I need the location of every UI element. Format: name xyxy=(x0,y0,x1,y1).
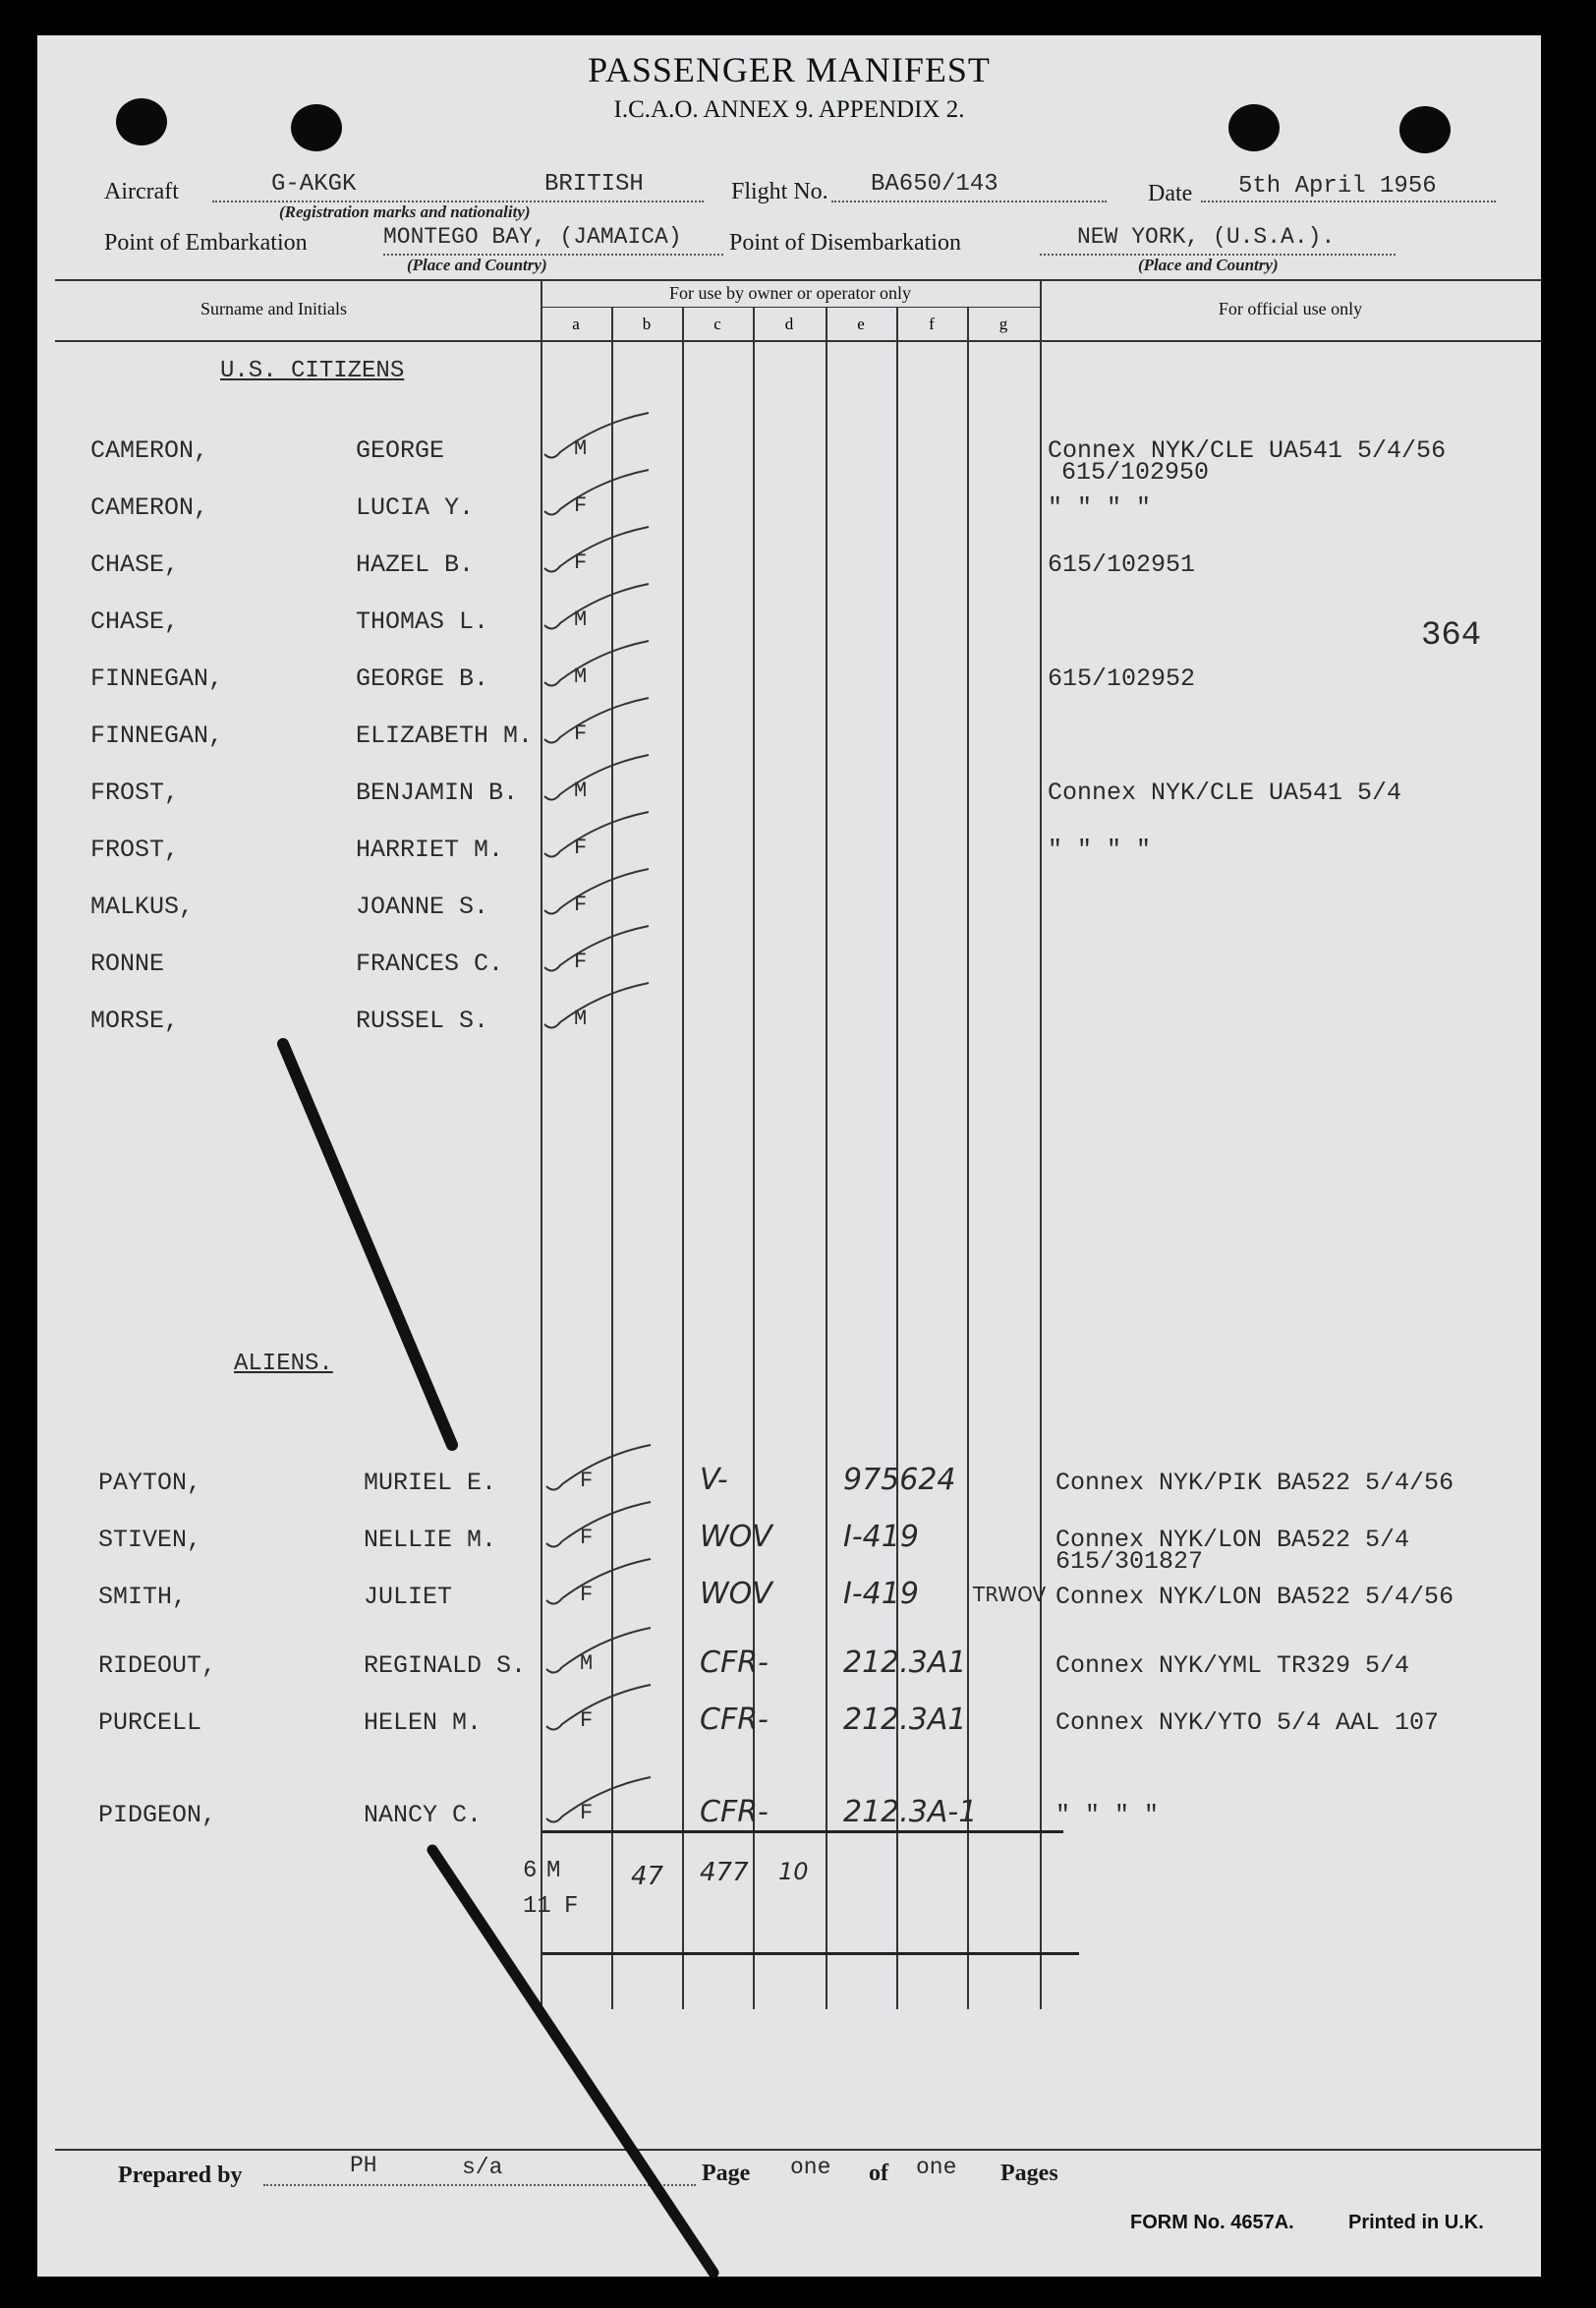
pages-label: Pages xyxy=(1000,2161,1058,2186)
visa-code: WOV xyxy=(700,1520,772,1554)
passenger-surname: RIDEOUT, xyxy=(98,1651,217,1680)
passenger-sex: F xyxy=(574,721,588,746)
passenger-surname: CHASE, xyxy=(90,550,180,579)
official-entry: 615/102951 xyxy=(1048,550,1196,579)
visa-number: 975624 xyxy=(843,1463,956,1497)
passenger-given-name: HELEN M. xyxy=(364,1708,483,1737)
visa-code: WOV xyxy=(700,1577,772,1611)
alien-passenger-row xyxy=(0,1577,1596,1622)
check-mark-icon xyxy=(542,1555,660,1614)
prepared-by-value: PH xyxy=(350,2153,377,2178)
visa-code: V- xyxy=(700,1463,728,1497)
official-entry: Connex NYK/CLE UA541 5/4 xyxy=(1048,779,1402,807)
passenger-sex: M xyxy=(574,607,588,632)
check-mark-icon xyxy=(541,922,658,981)
surname-column-header: Surname and Initials xyxy=(200,299,347,318)
visa-code: CFR- xyxy=(700,1795,769,1829)
us-citizens-heading: U.S. CITIZENS xyxy=(220,358,405,384)
visa-code: CFR- xyxy=(700,1645,769,1680)
passenger-sex: M xyxy=(580,1651,594,1676)
passenger-sex: F xyxy=(574,893,588,917)
prepared-by-line xyxy=(263,2184,696,2186)
prepared-by-label: Prepared by xyxy=(118,2163,243,2188)
passenger-sex: F xyxy=(574,493,588,518)
passenger-sex: F xyxy=(574,950,588,974)
us-passenger-row xyxy=(0,721,1596,761)
form-number: FORM No. 4657A. xyxy=(1130,2212,1294,2233)
passenger-given-name: NANCY C. xyxy=(364,1801,483,1829)
registration-caption: (Registration marks and nationality) xyxy=(279,202,531,221)
visa-number: 212.3A1 xyxy=(843,1702,967,1737)
flight-number: BA650/143 xyxy=(871,171,998,198)
visa-note: TRWOV xyxy=(973,1583,1047,1606)
us-passenger-row xyxy=(0,493,1596,533)
total-col-c: 477 xyxy=(700,1858,749,1887)
passenger-surname: FROST, xyxy=(90,779,180,807)
official-entry: Connex NYK/LON BA522 5/4/56 xyxy=(1055,1583,1454,1611)
total-col-d: 10 xyxy=(778,1858,809,1885)
us-passenger-row xyxy=(0,607,1596,647)
flight-label: Flight No. xyxy=(731,179,828,204)
col-a-header: a xyxy=(572,315,580,333)
manifest-sheet xyxy=(37,35,1541,2277)
passenger-given-name: FRANCES C. xyxy=(356,950,504,978)
page-total: one xyxy=(916,2155,957,2180)
passenger-surname: PURCELL xyxy=(98,1708,202,1737)
official-entry-2: 615/102950 xyxy=(1061,458,1210,487)
passenger-surname: FINNEGAN, xyxy=(90,721,224,750)
official-entry: Connex NYK/LON BA522 5/4 xyxy=(1055,1526,1410,1554)
passenger-sex: M xyxy=(574,436,588,461)
visa-number: I-419 xyxy=(843,1577,919,1611)
col-d-header: d xyxy=(784,315,794,333)
alien-passenger-row xyxy=(0,1645,1596,1691)
passenger-sex: F xyxy=(580,1469,594,1493)
col-e-header: e xyxy=(857,315,865,333)
passenger-sex: F xyxy=(580,1526,594,1550)
embarkation-point: MONTEGO BAY, (JAMAICA) xyxy=(383,224,682,250)
total-female-count: 11 xyxy=(523,1893,551,1920)
official-column-header: For official use only xyxy=(1218,299,1363,318)
us-passenger-row xyxy=(0,664,1596,704)
check-mark-icon xyxy=(541,808,658,867)
passenger-given-name: JOANNE S. xyxy=(356,893,489,921)
stamp-number: 364 xyxy=(1421,617,1482,655)
disembarkation-caption: (Place and Country) xyxy=(1138,256,1279,274)
passenger-surname: MALKUS, xyxy=(90,893,195,921)
passenger-surname: CAMERON, xyxy=(90,493,209,522)
check-mark-icon xyxy=(542,1441,660,1500)
passenger-given-name: RUSSEL S. xyxy=(356,1007,489,1035)
passenger-given-name: THOMAS L. xyxy=(356,607,489,636)
us-passenger-row xyxy=(0,436,1596,487)
check-mark-icon xyxy=(542,1681,660,1740)
passenger-given-name: BENJAMIN B. xyxy=(356,779,519,807)
check-mark-icon xyxy=(541,979,658,1038)
visa-code: CFR- xyxy=(700,1702,769,1737)
check-mark-icon xyxy=(542,1773,660,1832)
visa-number: 212.3A-1 xyxy=(843,1795,978,1829)
passenger-sex: M xyxy=(574,779,588,803)
totals-bottom-rule xyxy=(542,1952,1079,1955)
check-mark-icon xyxy=(541,694,658,753)
alien-passenger-row xyxy=(0,1702,1596,1748)
passenger-given-name: GEORGE B. xyxy=(356,664,489,693)
alien-passenger-row xyxy=(0,1463,1596,1508)
official-entry: Connex NYK/YML TR329 5/4 xyxy=(1055,1651,1410,1680)
check-mark-icon xyxy=(541,865,658,924)
passenger-given-name: GEORGE xyxy=(356,436,445,465)
disembarkation-point: NEW YORK, (U.S.A.). xyxy=(1077,224,1336,250)
us-passenger-row xyxy=(0,836,1596,875)
passenger-surname: CAMERON, xyxy=(90,436,209,465)
total-male-letter: M xyxy=(546,1858,561,1884)
col-rule-8 xyxy=(1040,279,1042,2009)
us-passenger-row xyxy=(0,1007,1596,1046)
header-bottom-rule xyxy=(55,340,1541,342)
passenger-surname: PIDGEON, xyxy=(98,1801,217,1829)
date-line xyxy=(1201,201,1496,202)
passenger-sex: M xyxy=(574,1007,588,1031)
total-col-b: 47 xyxy=(631,1862,664,1891)
passenger-surname: RONNE xyxy=(90,950,165,978)
passenger-given-name: ELIZABETH M. xyxy=(356,721,534,750)
visa-number: 212.3A1 xyxy=(843,1645,967,1680)
check-mark-icon xyxy=(542,1498,660,1557)
form-title: PASSENGER MANIFEST xyxy=(588,50,991,89)
col-g-header: g xyxy=(998,315,1008,333)
official-entry: Connex NYK/PIK BA522 5/4/56 xyxy=(1055,1469,1454,1497)
embarkation-label: Point of Embarkation xyxy=(104,230,308,256)
subheader-rule xyxy=(541,307,1040,308)
aircraft-label: Aircraft xyxy=(104,179,179,204)
us-passenger-row xyxy=(0,893,1596,932)
table-top-rule xyxy=(55,279,1541,281)
official-entry: 615/102952 xyxy=(1048,664,1196,693)
passenger-surname: STIVEN, xyxy=(98,1526,202,1554)
passenger-given-name: HARRIET M. xyxy=(356,836,504,864)
form-subtitle: I.C.A.O. ANNEX 9. APPENDIX 2. xyxy=(613,96,965,123)
embarkation-caption: (Place and Country) xyxy=(407,256,547,274)
check-mark-icon xyxy=(541,466,658,525)
passenger-surname: FROST, xyxy=(90,836,180,864)
passenger-surname: FINNEGAN, xyxy=(90,664,224,693)
official-entry: " " " " xyxy=(1048,836,1152,864)
total-male-count: 6 xyxy=(523,1858,538,1884)
passenger-sex: M xyxy=(574,664,588,689)
date-label: Date xyxy=(1148,181,1193,206)
disembarkation-label: Point of Disembarkation xyxy=(729,230,961,256)
passenger-surname: CHASE, xyxy=(90,607,180,636)
official-entry-2: 615/301827 xyxy=(1055,1547,1204,1576)
aliens-heading: ALIENS. xyxy=(234,1351,333,1377)
flight-line xyxy=(831,201,1107,202)
check-mark-icon xyxy=(541,523,658,582)
check-mark-icon xyxy=(541,637,658,696)
alien-passenger-row xyxy=(0,1520,1596,1576)
page-number: one xyxy=(790,2155,831,2180)
col-f-header: f xyxy=(929,315,935,333)
col-c-header: c xyxy=(713,315,721,333)
prepared-by-sa: s/a xyxy=(462,2155,503,2180)
passenger-given-name: NELLIE M. xyxy=(364,1526,497,1554)
footer-rule xyxy=(55,2149,1541,2151)
passenger-given-name: LUCIA Y. xyxy=(356,493,475,522)
passenger-surname: SMITH, xyxy=(98,1583,188,1611)
passenger-given-name: REGINALD S. xyxy=(364,1651,527,1680)
us-passenger-row xyxy=(0,950,1596,989)
official-entry: " " " " xyxy=(1048,493,1152,522)
official-entry: Connex NYK/YTO 5/4 AAL 107 xyxy=(1055,1708,1440,1737)
check-mark-icon xyxy=(541,409,658,468)
passenger-given-name: MURIEL E. xyxy=(364,1469,497,1497)
passenger-given-name: JULIET xyxy=(364,1583,453,1611)
check-mark-icon xyxy=(542,1624,660,1683)
check-mark-icon xyxy=(541,751,658,810)
passenger-sex: F xyxy=(574,550,588,575)
official-entry: Connex NYK/CLE UA541 5/4/56 xyxy=(1048,436,1447,465)
page-label: Page xyxy=(702,2161,751,2186)
total-female-letter: F xyxy=(564,1893,579,1920)
passenger-sex: F xyxy=(580,1801,594,1825)
us-passenger-row xyxy=(0,550,1596,590)
owner-column-header: For use by owner or operator only xyxy=(669,283,911,303)
flight-date: 5th April 1956 xyxy=(1238,173,1437,200)
us-passenger-row xyxy=(0,779,1596,818)
of-label: of xyxy=(869,2161,888,2186)
passenger-sex: F xyxy=(580,1583,594,1607)
check-mark-icon xyxy=(541,580,658,639)
alien-passenger-row xyxy=(0,1795,1596,1840)
official-entry: " " " " xyxy=(1055,1801,1160,1829)
aircraft-reg: G-AKGK xyxy=(271,171,357,198)
passenger-given-name: HAZEL B. xyxy=(356,550,475,579)
passenger-surname: PAYTON, xyxy=(98,1469,202,1497)
printed-in: Printed in U.K. xyxy=(1348,2212,1484,2233)
aircraft-nationality: BRITISH xyxy=(544,171,644,198)
passenger-sex: F xyxy=(580,1708,594,1733)
passenger-sex: F xyxy=(574,836,588,860)
totals-top-rule xyxy=(542,1830,1063,1833)
col-b-header: b xyxy=(642,315,652,333)
passenger-surname: MORSE, xyxy=(90,1007,180,1035)
visa-number: I-419 xyxy=(843,1520,919,1554)
